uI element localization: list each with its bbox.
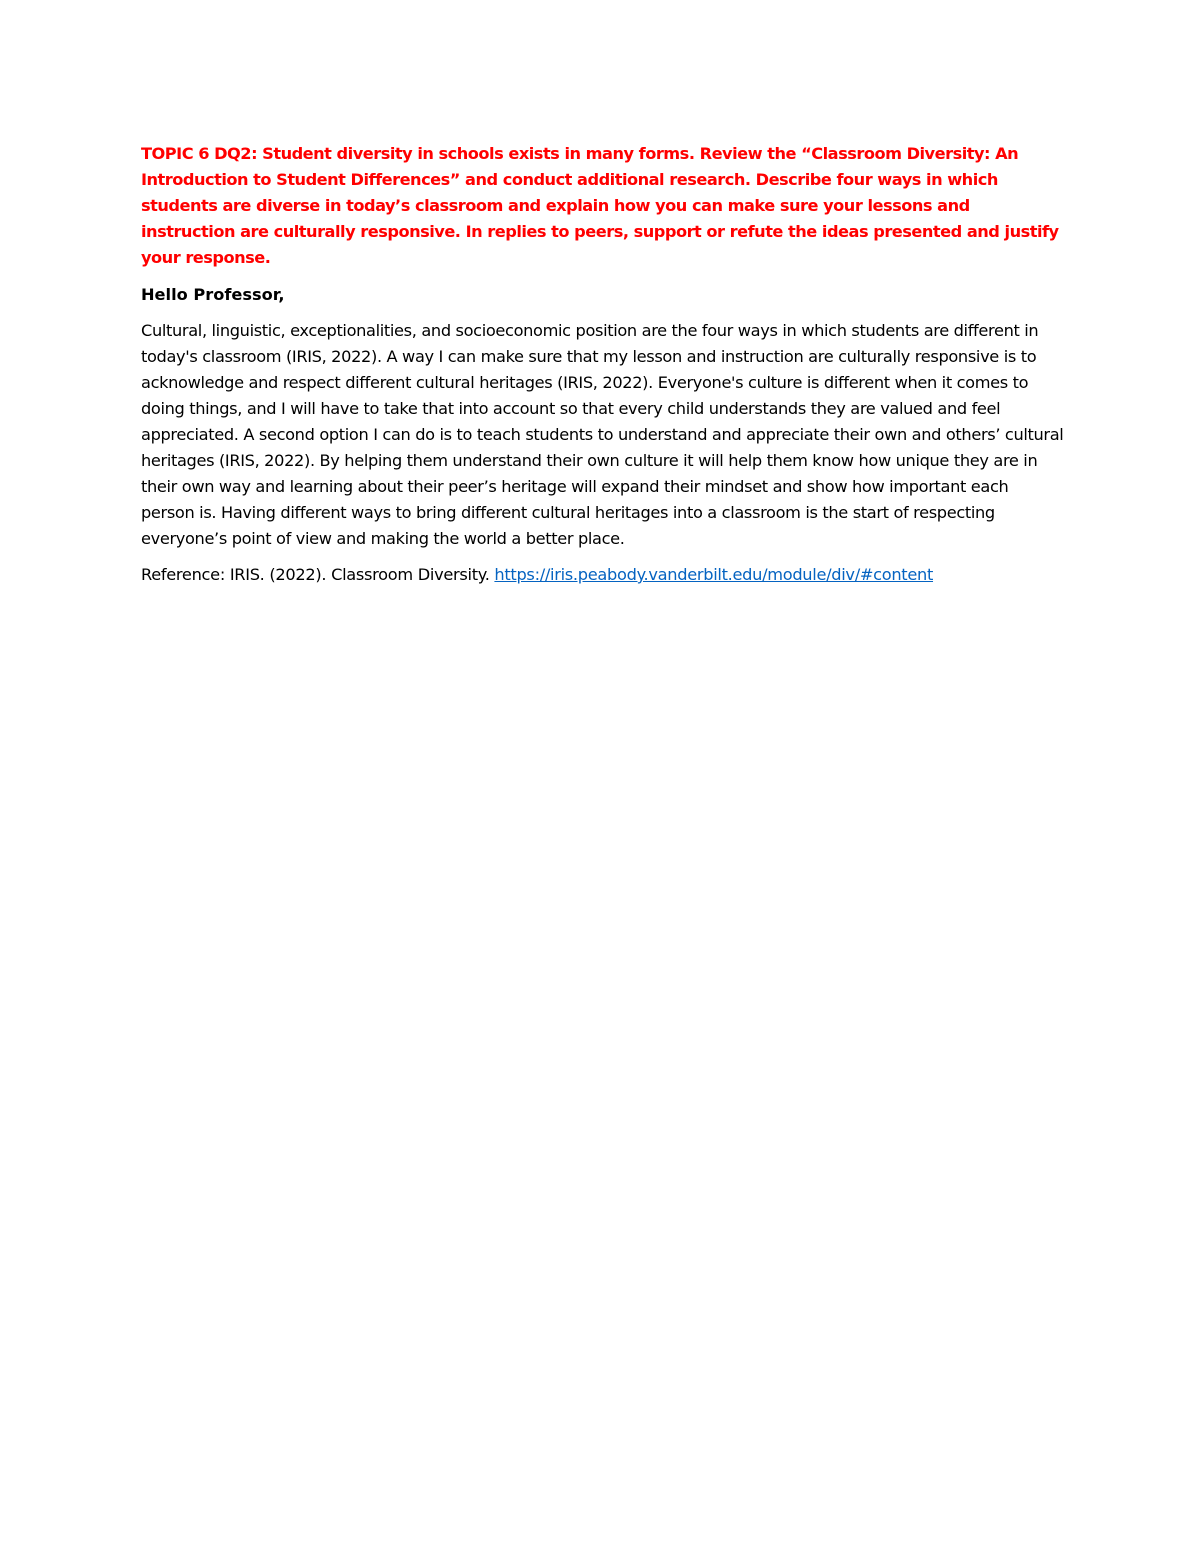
reference-text: Reference: IRIS. (2022). Classroom Diversity. <box>141 565 495 584</box>
response-paragraph: Cultural, linguistic, exceptionalities, and socioeconomic position are the four ways in which students are different in today's classroom (IRIS, 2022). A way I can make sure that my lesson and instruction are culturally responsive is to acknowledge and respect different cultural heritages (IRIS, 2022). Everyone's culture is different when it comes to doing things, and I will have to take that into account so that every child understands they are valued and feel appreciated. A second option I can do is to teach students to understand and appreciate their own and others’ cultural heritages (IRIS, 2022). By helping them understand their own culture it will help them know how unique they are in their own way and learning about their peer’s heritage will expand their mindset and show how important each person is. Having different ways to bring different cultural heritages into a classroom is the start of respecting everyone’s point of view and making the world a better place. <box>141 321 1064 548</box>
greeting: Hello Professor, <box>141 285 285 304</box>
reference <box>141 562 1066 588</box>
discussion-prompt: TOPIC 6 DQ2: Student diversity in schools exists in many forms. Review the “Classroom Diversity: An Introduction to Student Differences” and conduct additional research. Describe four ways in which students are diverse in today’s classroom and explain how you can make sure your lessons and instruction are culturally responsive. In replies to peers, support or refute the ideas presented and justify your response. <box>141 144 1059 267</box>
document-content <box>141 141 1066 598</box>
reference-link[interactable]: https://iris.peabody.vanderbilt.edu/module/div/#content <box>494 565 934 584</box>
